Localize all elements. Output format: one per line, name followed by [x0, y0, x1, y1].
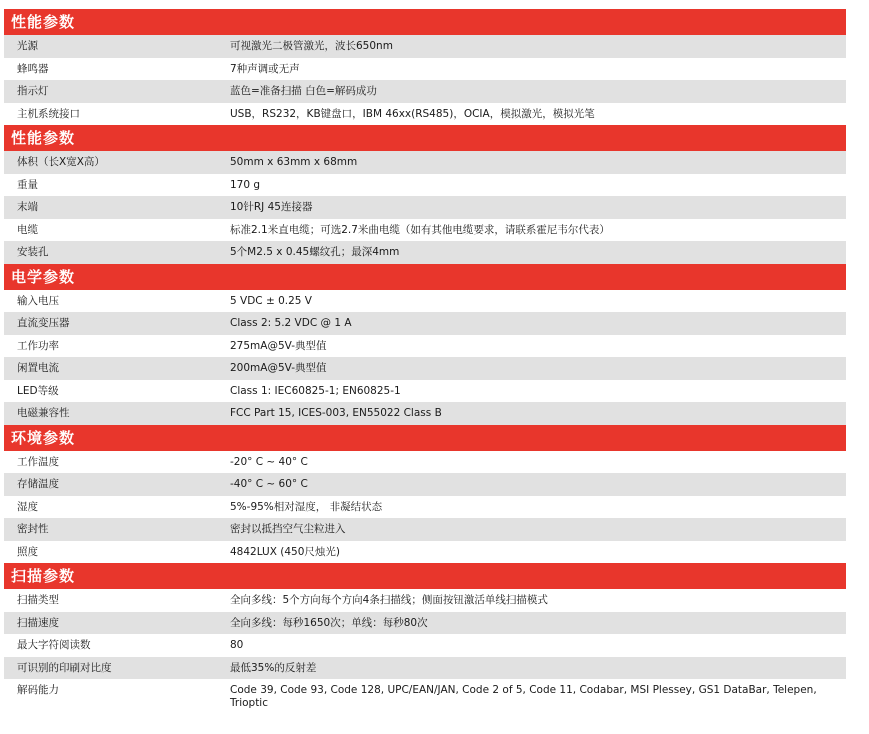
spec-row	[4, 312, 846, 335]
spec-value: Class 1: IEC60825-1; EN60825-1	[230, 384, 401, 397]
spec-label: 主机系统接口	[17, 107, 80, 120]
spec-label: LED等级	[17, 384, 59, 397]
spec-value: 50mm x 63mm x 68mm	[230, 156, 358, 168]
section-header-scanning: 扫描参数	[4, 563, 846, 589]
spec-row	[4, 335, 846, 358]
spec-value: 标准2.1米直电缆；可选2.7米曲电缆（如有其他电缆要求，请联系霍尼韦尔代表）	[230, 223, 610, 236]
spec-row	[4, 634, 846, 657]
spec-value: -20° C ~ 40° C	[230, 455, 308, 468]
spec-row	[4, 151, 846, 174]
spec-label: 安装孔	[17, 246, 49, 258]
spec-label: 可识别的印刷对比度	[17, 661, 112, 674]
spec-label: 体积（长X宽X高）	[17, 156, 105, 168]
spec-value: Code 39, Code 93, Code 128, UPC/EAN/JAN, Code 2 of 5, Code 11, Codabar, MSI Plessey, GS1 DataBar, Telepen, Trioptic	[230, 684, 817, 709]
spec-value: 275mA@5V-典型值	[230, 339, 327, 352]
spec-value: 5个M2.5 x 0.45螺纹孔；最深4mm	[230, 246, 400, 258]
section-header-electrical: 电学参数	[4, 264, 846, 290]
spec-label: 闲置电流	[17, 362, 59, 374]
spec-label: 直流变压器	[17, 317, 70, 329]
spec-label: 工作功率	[17, 339, 59, 352]
spec-row	[4, 589, 846, 612]
spec-row	[4, 58, 846, 81]
spec-row	[4, 541, 846, 564]
spec-row	[4, 451, 846, 474]
spec-value: 5%-95%相对湿度， 非凝结状态	[230, 500, 383, 513]
spec-value: 全向多线：5个方向每个方向4条扫描线；侧面按钮激活单线扫描模式	[230, 594, 548, 606]
spec-label: 工作温度	[17, 455, 59, 468]
spec-label: 电磁兼容性	[17, 407, 70, 419]
section-header-environment: 环境参数	[4, 425, 846, 451]
spec-value: Class 2: 5.2 VDC @ 1 A	[230, 317, 352, 329]
spec-label: 存储温度	[17, 478, 59, 490]
spec-value: USB，RS232，KB键盘口，IBM 46xx(RS485)，OCIA，模拟激光，模拟光笔	[230, 107, 595, 120]
spec-row	[4, 241, 846, 264]
spec-label: 解码能力	[17, 684, 59, 696]
spec-value: -40° C ~ 60° C	[230, 478, 308, 490]
spec-row	[4, 496, 846, 519]
spec-value: 10针RJ 45连接器	[230, 201, 313, 213]
spec-row	[4, 612, 846, 635]
spec-value: 200mA@5V-典型值	[230, 362, 327, 374]
spec-label: 重量	[17, 178, 38, 191]
spec-label: 蜂鸣器	[17, 62, 49, 75]
section-header-physical: 性能参数	[4, 125, 846, 151]
spec-label: 密封性	[17, 523, 49, 535]
spec-label: 电缆	[17, 223, 38, 236]
spec-label: 光源	[17, 40, 38, 52]
spec-row	[4, 196, 846, 219]
spec-label: 照度	[17, 545, 38, 558]
spec-row	[4, 219, 846, 242]
spec-value: 可视激光二极管激光，波长650nm	[230, 40, 393, 52]
spec-row	[4, 290, 846, 313]
spec-row	[4, 679, 846, 717]
spec-label: 湿度	[17, 500, 38, 513]
spec-row	[4, 402, 846, 425]
spec-row	[4, 80, 846, 103]
spec-value: 7种声调或无声	[230, 62, 300, 75]
spec-value: 4842LUX (450尺烛光)	[230, 545, 340, 558]
spec-value: 蓝色=准备扫描 白色=解码成功	[230, 85, 377, 97]
spec-row	[4, 380, 846, 403]
section-header-performance: 性能参数	[4, 9, 846, 35]
spec-label: 末端	[17, 201, 38, 213]
spec-row	[4, 357, 846, 380]
spec-row	[4, 473, 846, 496]
spec-row	[4, 518, 846, 541]
spec-value: 5 VDC ± 0.25 V	[230, 294, 312, 307]
spec-label: 输入电压	[17, 294, 59, 307]
spec-value: 密封以抵挡空气尘粒进入	[230, 523, 346, 535]
spec-label: 最大字符阅读数	[17, 639, 91, 651]
spec-label: 扫描类型	[17, 594, 59, 606]
spec-value: 最低35%的反射差	[230, 661, 317, 674]
spec-label: 指示灯	[17, 85, 49, 97]
spec-value: FCC Part 15, ICES-003, EN55022 Class B	[230, 407, 442, 419]
spec-label: 扫描速度	[17, 616, 59, 629]
spec-value: 全向多线：每秒1650次；单线：每秒80次	[230, 616, 428, 629]
spec-sheet	[4, 9, 846, 717]
spec-value: 80	[230, 639, 244, 651]
spec-row	[4, 35, 846, 58]
spec-value: 170 g	[230, 178, 261, 191]
spec-row	[4, 103, 846, 126]
spec-row	[4, 174, 846, 197]
spec-row	[4, 657, 846, 680]
